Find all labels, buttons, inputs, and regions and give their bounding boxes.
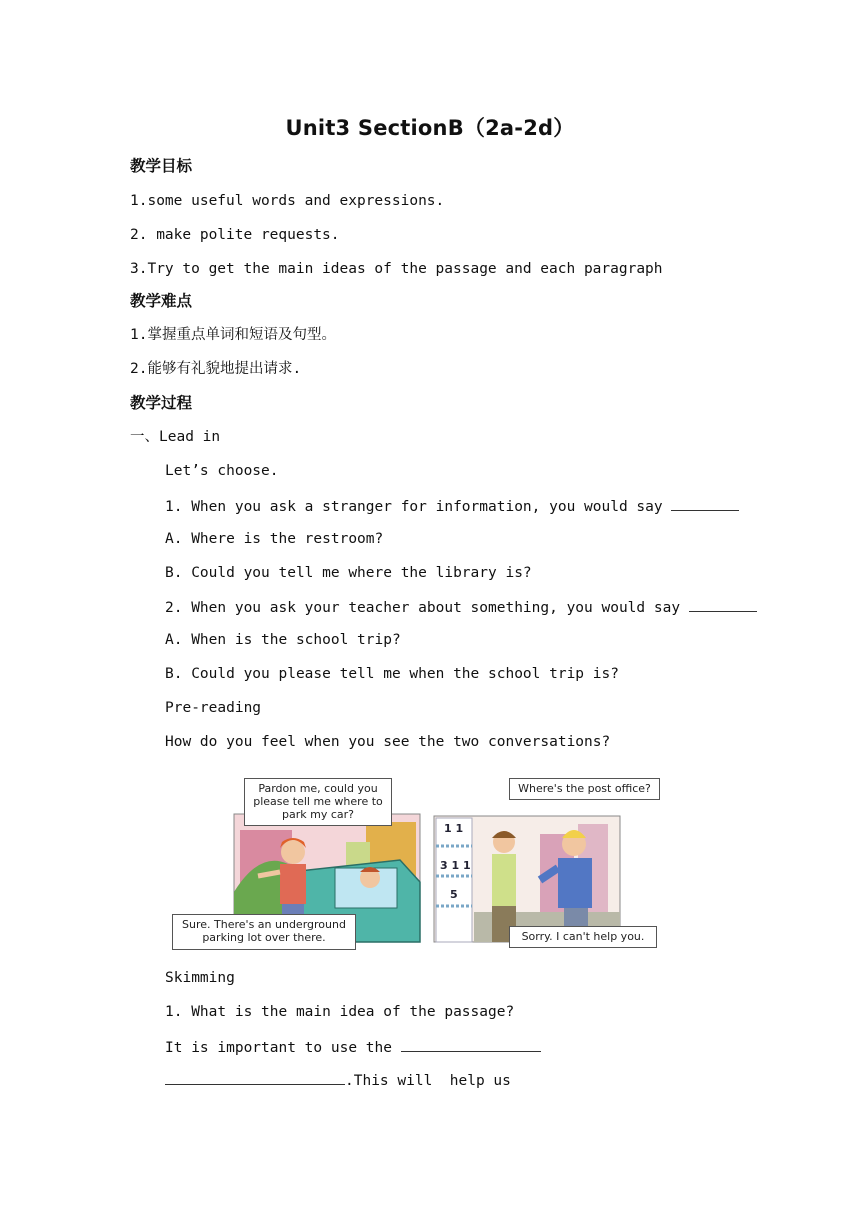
answer-blank xyxy=(689,596,757,612)
speech-bubble: Pardon me, could you please tell me where to park my car? xyxy=(244,778,392,826)
question-2 xyxy=(165,596,757,618)
objective-item: 1.some useful words and expressions. xyxy=(130,193,445,209)
option-a: A. Where is the restroom? xyxy=(165,531,384,547)
speech-bubble: Where's the post office? xyxy=(509,778,660,800)
skimming-fill-line-1 xyxy=(165,1036,541,1058)
option-b: B. Could you tell me where the library is? xyxy=(165,565,532,581)
skimming-question-1: 1. What is the main idea of the passage? xyxy=(165,1004,515,1020)
difficulty-item: 2.能够有礼貌地提出请求. xyxy=(130,361,302,377)
skimming-fill-text: It is important to use the xyxy=(165,1040,401,1056)
question-1 xyxy=(165,495,739,517)
option-a: A. When is the school trip? xyxy=(165,632,401,648)
objective-item: 2. make polite requests. xyxy=(130,227,340,243)
speech-bubble: Sorry. I can't help you. xyxy=(509,926,657,948)
skimming-fill-line-2 xyxy=(165,1069,511,1091)
lead-in-label: 一、Lead in xyxy=(130,429,221,445)
pre-reading-question: How do you feel when you see the two conversations? xyxy=(165,734,611,750)
option-b: B. Could you please tell me when the school trip is? xyxy=(165,666,619,682)
pre-reading-label: Pre-reading xyxy=(165,700,262,716)
objective-item: 3.Try to get the main ideas of the passage and each paragraph xyxy=(130,261,663,277)
process-heading: 教学过程 xyxy=(130,394,193,412)
skimming-fill-text: .This will help us xyxy=(345,1073,511,1089)
sign-number: 3 1 1 xyxy=(440,859,471,872)
page-title: Unit3 SectionB（2a-2d） xyxy=(285,116,575,140)
objectives-heading: 教学目标 xyxy=(130,157,193,175)
difficulty-item: 1.掌握重点单词和短语及句型。 xyxy=(130,327,336,343)
sign-number: 1 1 xyxy=(444,822,464,835)
lets-choose-text: Let’s choose. xyxy=(165,463,279,479)
speech-bubble: Sure. There's an underground parking lot over there. xyxy=(172,914,356,950)
answer-blank xyxy=(165,1069,345,1085)
question-2-text: 2. When you ask your teacher about something, you would say xyxy=(165,600,689,616)
answer-blank xyxy=(401,1036,541,1052)
skimming-label: Skimming xyxy=(165,970,235,986)
answer-blank xyxy=(671,495,739,511)
question-1-text: 1. When you ask a stranger for information, you would say xyxy=(165,499,672,515)
sign-number: 5 xyxy=(450,888,458,901)
comic-illustration xyxy=(170,772,662,952)
difficulties-heading: 教学难点 xyxy=(130,292,193,310)
